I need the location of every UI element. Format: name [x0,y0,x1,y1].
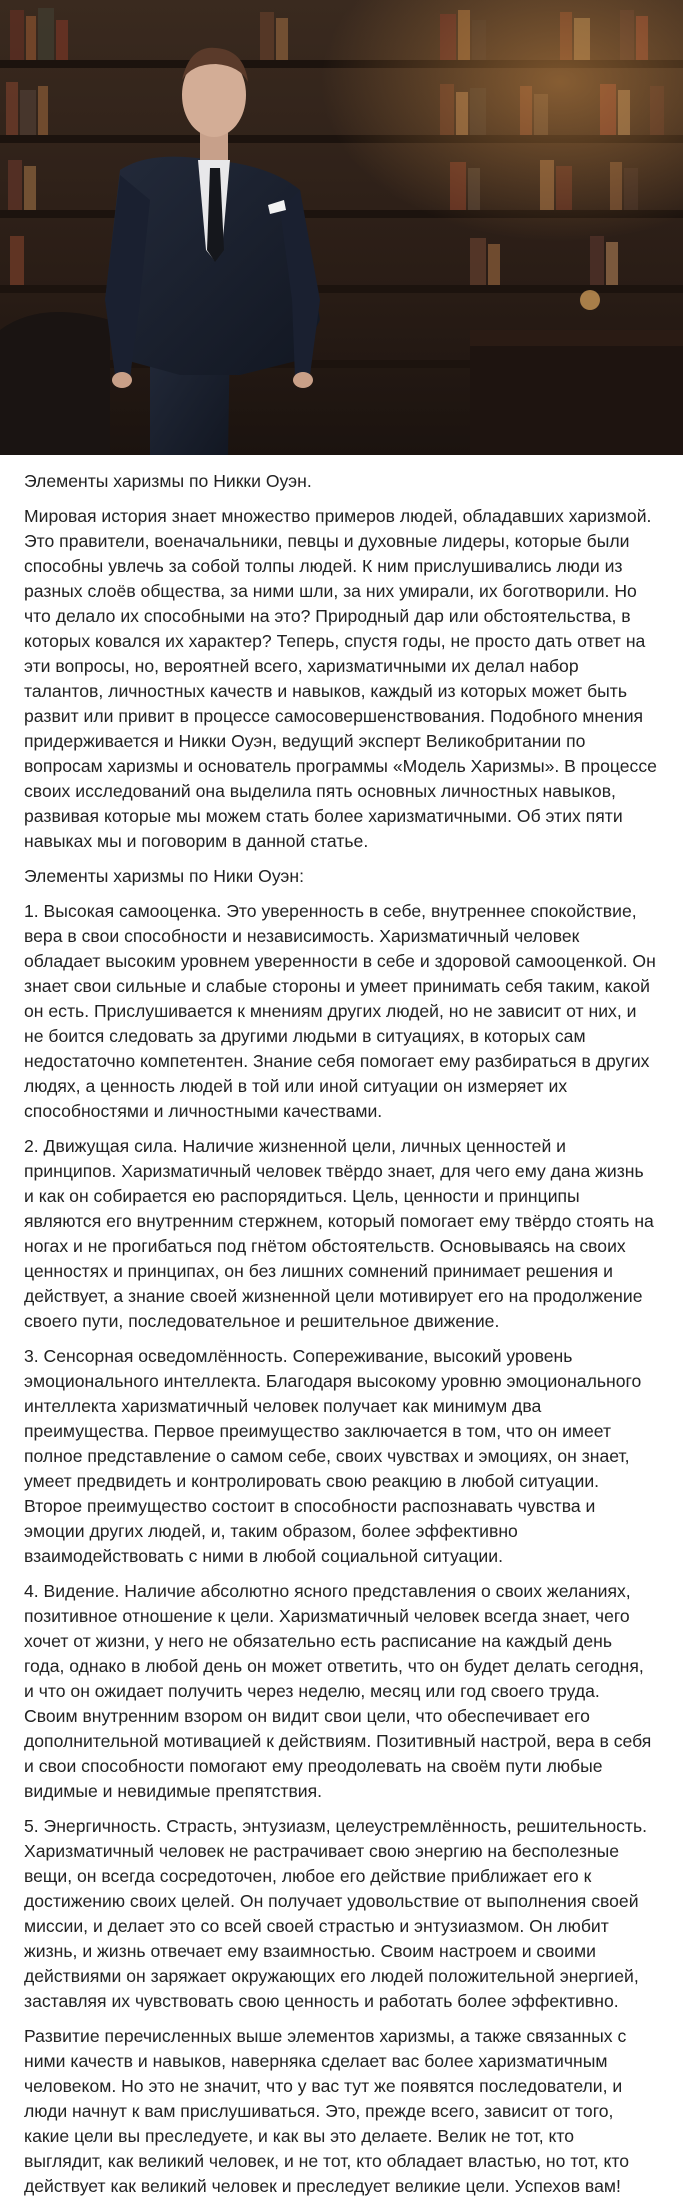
article-body [0,455,683,2199]
article-paragraph-element-5: 5. Энергичность. Страсть, энтузиазм, целеустремлённость, решительность. Харизматичный человек не растрачивает свою энергию на бесполезные вещи, он всегда сосредоточен, любое его действие приближает его к достижению своих целей. Он получает удовольствие от выполнения своей миссии, и делает это со всей своей страстью и энтузиазмом. Он любит жизнь, и жизнь отвечает ему взаимностью. Своим настроем и своими действиями он заряжает окружающих его людей положительной энергией, заставляя их чувствовать свою ценность и работать более эффективно. [24,1816,648,2011]
article-paragraph-element-3: 3. Сенсорная осведомлённость. Сопереживание, высокий уровень эмоционального интеллекта. Благодаря высокому уровню эмоционального интеллекта харизматичный человек получает как минимум два преимущества. Первое преимущество заключается в том, что он имеет полное представление о самом себе, своих чувствах и эмоциях, он знает, умеет предвидеть и контролировать свою реакцию в любой ситуации. Второе преимущество состоит в способности распознавать чувства и эмоции других людей, и, таким образом, более эффективно взаимодействовать с ними в любой социальной ситуации. [24,1346,642,1566]
hero-photo [0,0,683,455]
article-paragraph-list-heading: Элементы харизмы по Ники Оуэн: [24,866,305,886]
article-paragraph-element-4: 4. Видение. Наличие абсолютно ясного представления о своих желаниях, позитивное отношение к цели. Харизматичный человек всегда знает, чего хочет от жизни, у него не обязательно есть расписание на каждый день года, однако в любой день он может ответить, что он будет делать сегодня, и что он ожидает получить через неделю, месяц или год своего труда. Своим внутренним взором он видит свои цели, что обеспечивает его дополнительной мотивацией к действиям. Позитивный настрой, вера в себя и свои способности помогают ему преодолевать на своём пути любые видимые и невидимые препятствия. [24,1581,652,1801]
article-paragraph-intro: Мировая история знает множество примеров людей, обладавших харизмой. Это правители, военачальники, певцы и духовные лидеры, которые были способны увлечь за собой толпы людей. К ним прислушивались люди из разных слоёв общества, за ними шли, за них умирали, их боготворили. Но что делало их способными на это? Природный дар или обстоятельства, в которых ковался их характер? Теперь, спустя годы, не просто дать ответ на эти вопросы, но, вероятней всего, харизматичными их делал набор талантов, личностных качеств и навыков, каждый из которых может быть развит или привит в процессе самосовершенствования. Подобного мнения придерживается и Никки Оуэн, ведущий эксперт Великобритании по вопросам харизмы и основатель программы «Модель Харизмы». В процессе своих исследований она выделила пять основных личностных навыков, развивая которые мы можем стать более харизматичными. Об этих пяти навыках мы и поговорим в данной статье. [24,506,657,851]
article-title: Элементы харизмы по Никки Оуэн. [24,471,312,491]
article-paragraph-element-2: 2. Движущая сила. Наличие жизненной цели, личных ценностей и принципов. Харизматичный человек твёрдо знает, для чего ему дана жизнь и как он собирается ею распорядиться. Цель, ценности и принципы являются его внутренним стержнем, который помогает ему твёрдо стоять на ногах и не прогибаться под гнётом обстоятельств. Основываясь на своих ценностях и принципах, он без лишних сомнений принимает решения и действует, а знание своей жизненной цели мотивирует его на продолжение своего пути, последовательное и решительное движение. [24,1136,654,1331]
article-paragraph-element-1: 1. Высокая самооценка. Это уверенность в себе, внутреннее спокойствие, вера в свои способности и независимость. Харизматичный человек обладает высоким уровнем уверенности в себе и здоровой самооценкой. Он знает свои сильные и слабые стороны и умеет принимать себя таким, какой он есть. Прислушивается к мнениям других людей, но не зависит от них, и не боится следовать за другими людьми в ситуациях, в которых сам недостаточно компетентен. Знание себя помогает ему разбираться в других людях, а ценность людей в той или иной ситуации он измеряет их способностями и личностными качествами. [24,901,656,1121]
hero-image [0,0,683,455]
article-paragraph-conclusion: Развитие перечисленных выше элементов харизмы, а также связанных с ними качеств и навыков, наверняка сделает вас более харизматичным человеком. Но это не значит, что у вас тут же появятся последователи, и люди начнут к вам прислушиваться. Это, прежде всего, зависит от того, какие цели вы преследуете, и как вы это делаете. Велик не тот, кто выглядит, как великий человек, и не тот, кто обладает властью, но тот, кто действует как великий человек и преследует великие цели. Успехов вам! [24,2026,630,2196]
